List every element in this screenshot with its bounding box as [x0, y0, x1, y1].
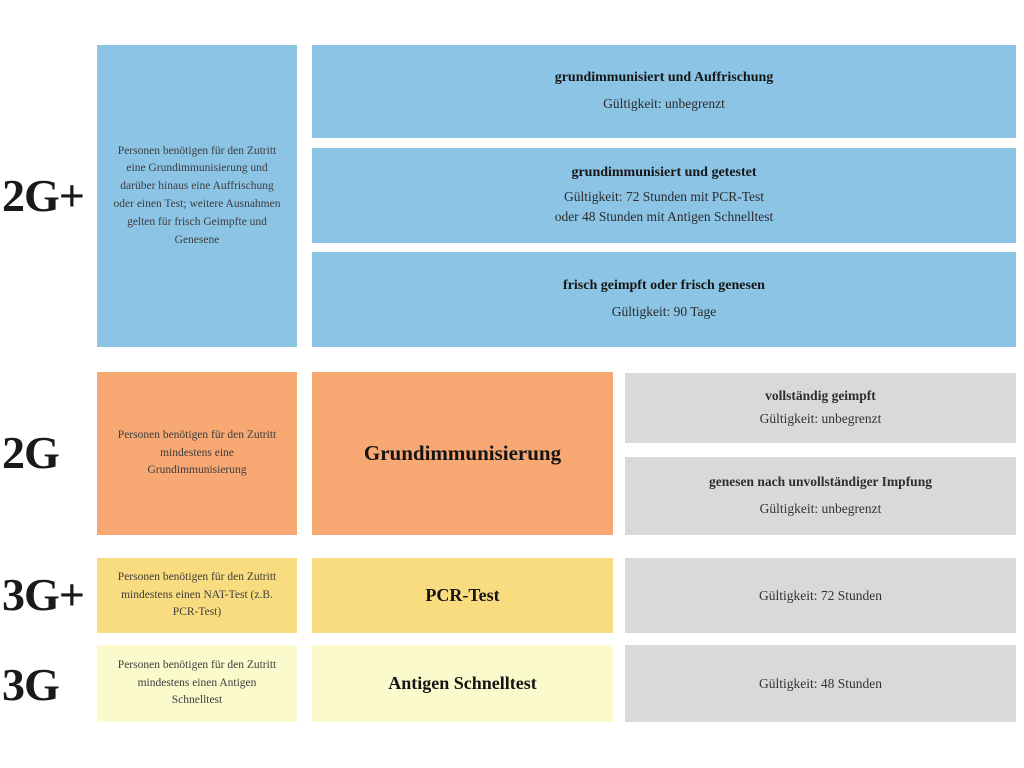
- option-validity: Gültigkeit: 90 Tage: [611, 303, 717, 319]
- validity-text: Gültigkeit: 72 Stunden: [759, 587, 882, 603]
- requirement-text: PCR-Test: [425, 585, 500, 605]
- description-text-3gplus: Personen benötigen für den Zutritt mindestens einen NAT-Test (z.B. PCR-Test): [117, 570, 277, 619]
- validity-box-2g-recovered: [625, 457, 1016, 535]
- requirement-box-3gplus: [312, 558, 613, 633]
- option-box-2gplus-fresh: [312, 252, 1016, 347]
- description-box-3g: [97, 645, 297, 722]
- description-text-3g: Personen benötigen für den Zutritt mindestens einen Antigen Schnelltest: [117, 658, 277, 707]
- option-validity: Gültigkeit: unbegrenzt: [603, 95, 725, 111]
- validity-title: genesen nach unvollständiger Impfung: [709, 474, 932, 490]
- validity-title: vollständig geimpft: [765, 388, 876, 404]
- validity-text: Gültigkeit: unbegrenzt: [759, 411, 882, 426]
- option-title: frisch geimpft oder frisch genesen: [563, 277, 765, 293]
- requirement-box-2g: [312, 372, 613, 535]
- description-text-2g: Personen benötigen für den Zutritt mindestens eine Grundimmunisierung: [117, 428, 277, 477]
- row-label-2gplus: 2G+: [2, 170, 84, 221]
- requirement-text: Antigen Schnelltest: [388, 673, 537, 693]
- option-box-2gplus-booster: [312, 45, 1016, 138]
- validity-box-3gplus: [625, 558, 1016, 633]
- row-label-2g: 2G: [2, 427, 59, 478]
- description-text-2gplus: Personen benötigen für den Zutritt eine Grundimmunisierung und darüber hinaus eine Auffrischung oder einen Test; weitere Ausnahmen gelten für frisch Geimpfte und Genesene: [113, 144, 281, 246]
- option-validity-line1: Gültigkeit: 72 Stunden mit PCR-Test: [563, 188, 765, 204]
- requirement-box-3g: [312, 645, 613, 722]
- description-box-2gplus: [97, 45, 297, 347]
- validity-text: Gültigkeit: unbegrenzt: [759, 501, 882, 516]
- description-box-2g: [97, 372, 297, 535]
- validity-box-3g: [625, 645, 1016, 722]
- option-validity: [555, 187, 774, 228]
- option-validity-line2: oder 48 Stunden mit Antigen Schnelltest: [554, 208, 774, 224]
- row-label-3g: 3G: [2, 659, 59, 710]
- description-box-3gplus: [97, 558, 297, 633]
- validity-box-2g-fully-vaccinated: [625, 373, 1016, 443]
- option-box-2gplus-tested: [312, 148, 1016, 243]
- row-label-3gplus: 3G+: [2, 569, 84, 620]
- validity-text: Gültigkeit: 48 Stunden: [759, 675, 882, 691]
- requirement-text: Grundimmunisierung: [363, 441, 562, 465]
- option-title: grundimmunisiert und getestet: [571, 164, 757, 180]
- option-title: grundimmunisiert und Auffrischung: [554, 69, 774, 85]
